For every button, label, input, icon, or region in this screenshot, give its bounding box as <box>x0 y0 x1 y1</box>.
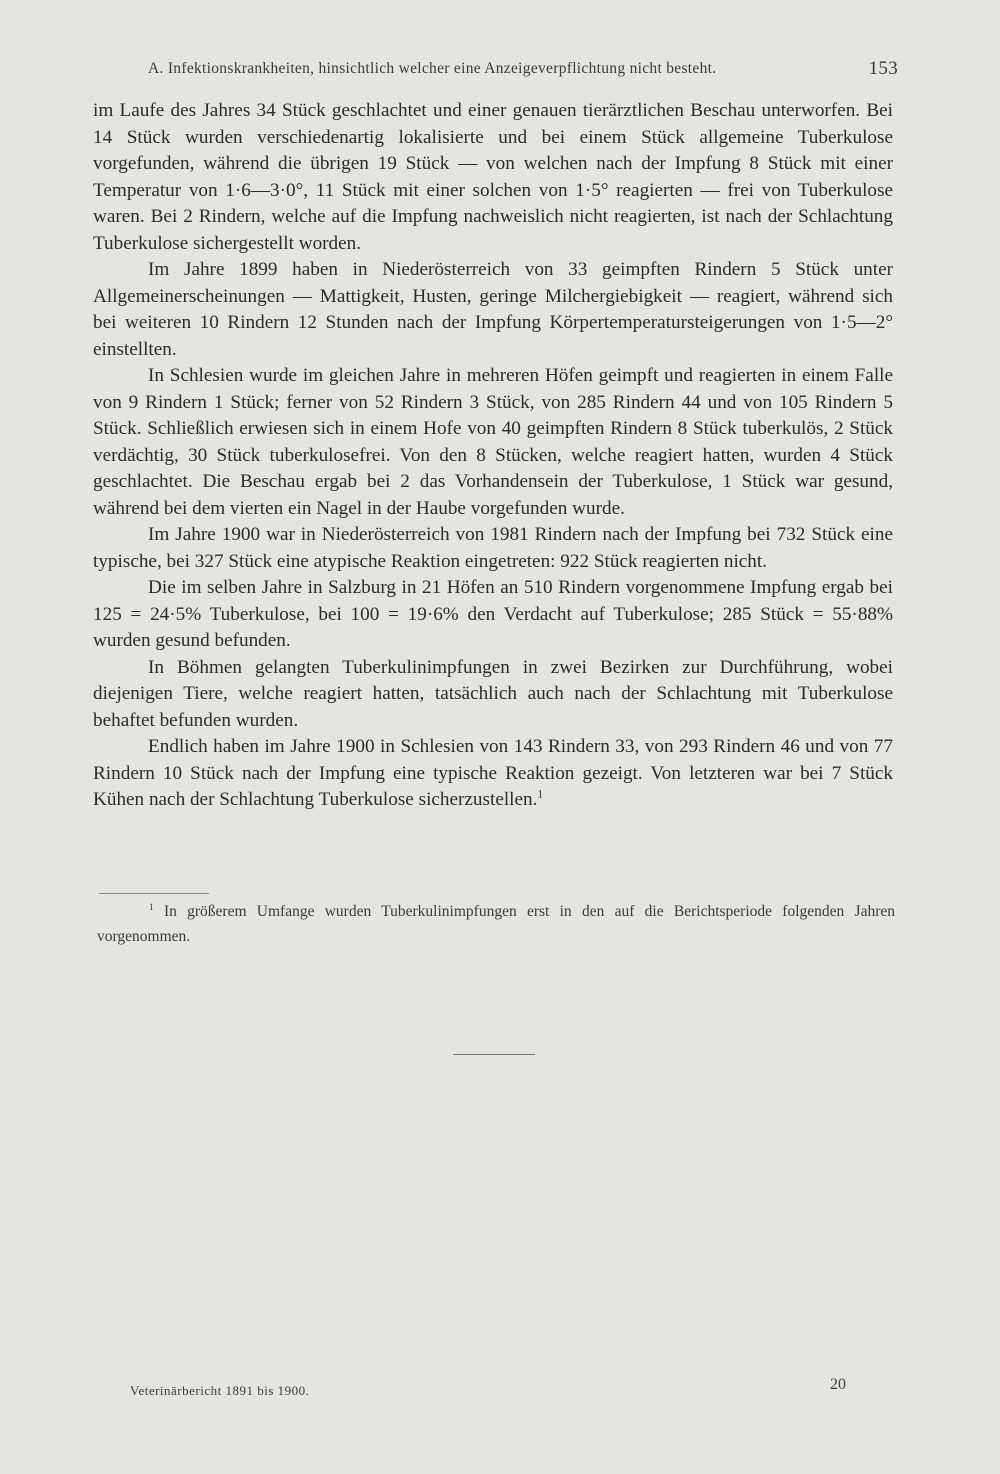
paragraph: Im Jahre 1899 haben in Niederösterreich von 33 geimpften Rindern 5 Stück unter Allgemeinerscheinungen — Mattigkeit, Husten, geringe Milchergiebigkeit — reagiert, während sich bei weiteren 10 Rindern 12 Stunden nach der Impfung Körpertemperatursteigerungen von 1·5—2° einstellten. <box>93 259 893 360</box>
section-divider <box>453 1054 535 1055</box>
paragraph: im Laufe des Jahres 34 Stück geschlachtet und einer genauen tierärztlichen Beschau unterworfen. Bei 14 Stück wurden verschiedenartig lokalisierte und bei einem Stück allgemeine Tuberkulose vorgefunden, während die übrigen 19 Stück — von welchen nach der Impfung 8 Stück mit einer Temperatur von 1·6—3·0°, 11 Stück mit einer solchen von 1·5° reagierten — frei von Tuberkulose waren. Bei 2 Rindern, welche auf die Impfung nachweislich nicht reagierten, ist nach der Schlachtung Tuberkulose sichergestellt worden. <box>93 100 893 254</box>
footnote-divider <box>99 893 209 894</box>
paragraph: Im Jahre 1900 war in Niederösterreich von 1981 Rindern nach der Impfung bei 732 Stück eine typische, bei 327 Stück eine atypische Reaktion eingetreten: 922 Stück reagierten nicht. <box>93 524 893 572</box>
footer-signature: Veterinärbericht 1891 bis 1900. <box>130 1383 310 1398</box>
running-title: A. Infektionskrankheiten, hinsichtlich welcher eine Anzeigeverpflichtung nicht besteht. <box>148 60 717 77</box>
paragraph: In Böhmen gelangten Tuberkulinimpfungen in zwei Bezirken zur Durchführung, wobei diejenigen Tiere, welche reagiert hatten, tatsächlich auch nach der Schlachtung mit Tuberkulose behaftet befunden wurden. <box>93 656 893 731</box>
paragraph: In Schlesien wurde im gleichen Jahre in mehreren Höfen geimpft und reagierten in einem Falle von 9 Rindern 1 Stück; ferner von 52 Rindern 3 Stück, von 285 Rindern 44 und von 105 Rindern 5 Stück. Schließlich erwiesen sich in einem Hofe von 40 geimpften Rindern 8 Stück tuberkulös, 2 Stück verdächtig, 30 Stück tuberkulosefrei. Von den 8 Stücken, welche reagiert hatten, wurden 4 Stück geschlachtet. Die Beschau ergab bei 2 das Vorhandensein der Tuberkulose, 1 Stück war gesund, während bei dem vierten ein Nagel in der Haube vorgefunden wurde. <box>93 365 893 519</box>
footnote <box>97 899 895 949</box>
footnote-mark-number: 1 <box>149 902 154 913</box>
footnote-reference: 1 <box>537 788 544 801</box>
paragraph-text: Endlich haben im Jahre 1900 in Schlesien von 143 Rindern 33, von 293 Rindern 46 und von 77 Rindern 10 Stück nach der Impfung eine typische Reaktion gezeigt. Von letzteren war bei 7 Stück Kühen nach der Schlachtung Tuberkulose sicherzustellen. <box>93 736 893 810</box>
paragraph: Die im selben Jahre in Salzburg in 21 Höfen an 510 Rindern vorgenommene Impfung ergab bei 125 = 24·5% Tuberkulose, bei 100 = 19·6% den Verdacht auf Tuberkulose; 285 Stück = 55·88% wurden gesund befunden. <box>93 577 893 651</box>
footnote-text: In größerem Umfange wurden Tuberkulinimpfungen erst in den auf die Berichtsperiode folgenden Jahren vorgenommen. <box>97 903 896 945</box>
footnote-mark <box>97 903 154 920</box>
body-text <box>93 98 893 814</box>
paragraph <box>93 734 893 814</box>
page-number: 153 <box>868 58 898 79</box>
signature-mark: 20 <box>830 1376 846 1393</box>
